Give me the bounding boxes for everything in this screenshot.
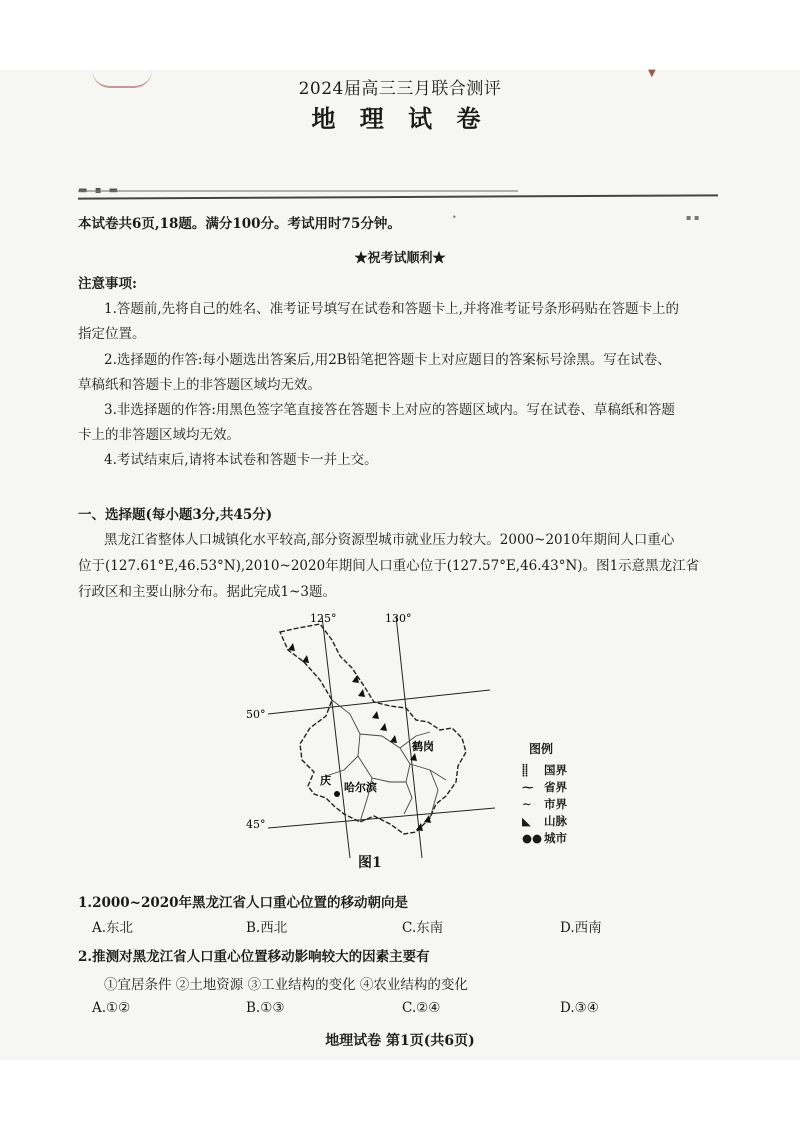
q1-option-a: A.东北 <box>92 920 134 936</box>
mountain-icon <box>358 689 365 697</box>
page-footer: 地理试卷 第1页(共6页) <box>325 1033 475 1049</box>
legend-label: 市界 <box>544 797 567 811</box>
q1-option-c: C.东南 <box>402 920 444 936</box>
q2-option-d: D.③④ <box>560 1000 599 1016</box>
q2-factors: ①宜居条件 ②土地资源 ③工业结构的变化 ④农业结构的变化 <box>104 977 468 993</box>
q1-option-d: D.西南 <box>560 920 602 936</box>
legend-item <box>522 813 567 829</box>
legend-item <box>522 779 567 795</box>
question-1-stem: 1.2000~2020年黑龙江省人口重心位置的移动朝向是 <box>78 895 409 911</box>
meridian-130 <box>396 616 422 858</box>
exam-title: 2024届高三三月联合测评 <box>298 79 502 99</box>
section-heading: 一、选择题(每小题3分,共45分) <box>78 507 273 523</box>
national-border-icon: ⸽⸽ <box>522 763 528 777</box>
legend-item <box>522 796 567 812</box>
notes-heading: 注意事项: <box>78 276 137 292</box>
q2-option-b: B.①③ <box>246 1000 285 1016</box>
note-line: 1.答题前,先将自己的姓名、准考证号填写在试卷和答题卡上,并将准考证号条形码贴在答题卡上的 <box>104 301 679 317</box>
legend-label: 省界 <box>544 780 567 794</box>
scan-dot: • <box>452 213 457 222</box>
legend-label: 国界 <box>544 763 567 777</box>
mountain-icon <box>390 735 397 743</box>
q1-option-b: B.西北 <box>246 920 288 936</box>
city-dot-icon: ●● <box>522 831 543 845</box>
note-line: 3.非选择题的作答:用黑色签字笔直接答在答题卡上对应的答题区域内。写在试卷、草稿纸和答题 <box>104 402 675 418</box>
lat-label-50: 50° <box>246 708 266 721</box>
q2-option-a: A.①② <box>92 1000 131 1016</box>
figure-caption: 图1 <box>358 855 382 871</box>
stem-line: 行政区和主要山脉分布。据此完成1~3题。 <box>78 584 336 600</box>
q2-option-c: C.②④ <box>402 1000 441 1016</box>
legend-item <box>522 762 567 778</box>
note-line: 草稿纸和答题卡上的非答题区域均无效。 <box>78 377 321 393</box>
stem-line: 黑龙江省整体人口城镇化水平较高,部分资源型城市就业压力较大。2000~2010年期间人口重心 <box>104 532 675 548</box>
stem-line: 位于(127.61°E,46.53°N),2010~2020年期间人口重心位于(127.57°E,46.43°N)。图1示意黑龙江省 <box>78 558 700 574</box>
city-label-daqing: 庆 <box>320 774 331 787</box>
city-border-icon: ∼ <box>522 797 532 811</box>
province-border-icon: ⁓ <box>522 780 534 794</box>
mountain-icon <box>416 823 423 831</box>
lat-label-45: 45° <box>246 818 266 831</box>
mountain-icon: ◣ <box>522 814 531 828</box>
city-dot-harbin <box>334 791 340 797</box>
note-line: 4.考试结束后,请将本试卷和答题卡一并上交。 <box>104 452 378 468</box>
note-line: 2.选择题的作答:每小题选出答案后,用2B铅笔把答题卡上对应题目的答案标号涂黑。写在试卷、 <box>104 352 671 368</box>
legend-label: 城市 <box>544 831 567 845</box>
parallel-45 <box>268 808 495 828</box>
parallel-50 <box>268 690 490 714</box>
city-label-harbin: 哈尔滨 <box>344 781 377 794</box>
mountain-icon <box>372 711 379 719</box>
note-line: 指定位置。 <box>78 326 146 342</box>
exam-info: 本试卷共6页,18题。满分100分。考试用时75分钟。 <box>78 216 401 232</box>
scan-dot: ▪ ▪ <box>686 213 700 222</box>
divider-rule-faint <box>78 190 518 192</box>
mountain-icon <box>424 815 431 823</box>
question-2-stem: 2.推测对黑龙江省人口重心位置移动影响较大的因素主要有 <box>78 949 430 965</box>
lon-label-125: 125° <box>310 612 337 625</box>
province-outline <box>280 624 466 834</box>
note-line: 卡上的非答题区域均无效。 <box>78 427 240 443</box>
legend-label: 山脉 <box>544 814 567 828</box>
legend-title: 图例 <box>529 742 554 756</box>
mountain-icon <box>288 643 295 651</box>
mountain-icon <box>302 655 309 663</box>
subject-title: 地 理 试 卷 <box>311 104 489 133</box>
legend-item <box>522 830 567 846</box>
blessing: ★祝考试顺利★ <box>354 251 446 266</box>
mountain-icon <box>380 723 387 731</box>
corner-mark: ▼ <box>648 68 656 79</box>
city-label-hegang: 鹤岗 <box>412 740 434 753</box>
lon-label-130: 130° <box>385 612 412 625</box>
